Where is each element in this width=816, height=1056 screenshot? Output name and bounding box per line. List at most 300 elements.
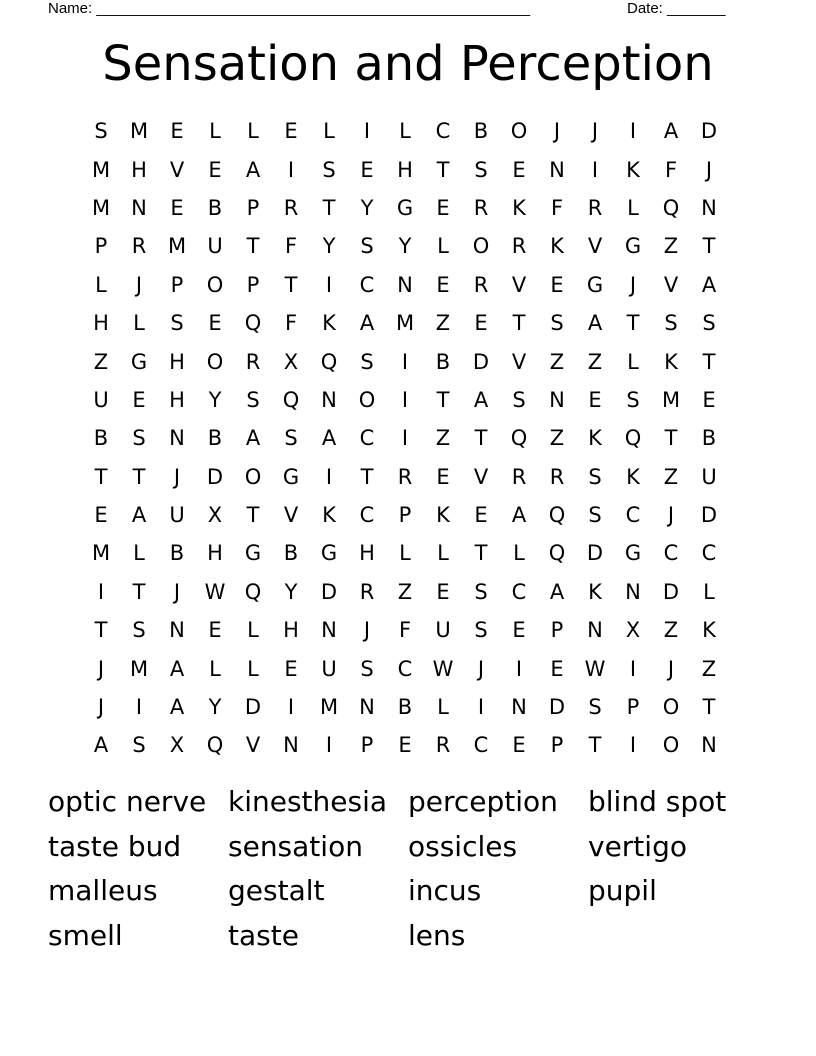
grid-letter: Q — [548, 503, 566, 528]
grid-letter: W — [584, 656, 606, 681]
grid-letter: D — [586, 541, 604, 566]
grid-letter: Q — [548, 541, 566, 566]
grid-letter: P — [626, 695, 640, 720]
grid-letter: H — [169, 349, 185, 374]
grid-letter: L — [323, 119, 335, 144]
grid-letter: Q — [244, 579, 262, 604]
word-list-item: optic nerve — [48, 785, 207, 818]
word-list-item: smell — [48, 918, 123, 952]
grid-letter: O — [206, 272, 224, 297]
grid-letter: S — [550, 311, 564, 336]
grid-letter: J — [667, 656, 675, 681]
grid-letter: N — [549, 157, 565, 182]
grid-letter: F — [550, 195, 564, 220]
grid-letter: S — [360, 349, 374, 374]
grid-letter: F — [284, 311, 298, 336]
grid-letter: P — [550, 618, 564, 643]
grid-letter: Q — [510, 426, 528, 451]
grid-letter: C — [359, 426, 375, 451]
grid-letter: R — [131, 234, 147, 259]
grid-letter: E — [512, 618, 526, 643]
grid-letter: B — [169, 541, 185, 566]
grid-letter: O — [206, 349, 224, 374]
grid-letter: L — [133, 541, 145, 566]
grid-letter: S — [132, 426, 146, 451]
grid-letter: T — [512, 311, 526, 336]
grid-letter: A — [549, 579, 565, 604]
grid-letter: B — [207, 426, 223, 451]
grid-letter: D — [548, 695, 566, 720]
grid-letter: J — [477, 656, 485, 681]
grid-letter: B — [207, 195, 223, 220]
grid-letter: S — [702, 311, 716, 336]
grid-letter: P — [360, 733, 374, 758]
word-list-item: taste — [228, 918, 299, 952]
grid-letter: Z — [663, 618, 679, 643]
word-list-item: kinesthesia — [228, 785, 388, 818]
grid-letter: S — [588, 464, 602, 489]
word-list-item: sensation — [228, 829, 363, 863]
grid-letter: V — [473, 464, 489, 489]
grid-letter: U — [93, 387, 109, 412]
grid-letter: B — [283, 541, 299, 566]
grid-letter: D — [700, 503, 718, 528]
grid-letter: S — [360, 656, 374, 681]
grid-letter: K — [626, 464, 640, 489]
grid-letter: E — [550, 272, 564, 297]
grid-letter: M — [91, 157, 111, 182]
grid-letter: A — [131, 503, 147, 528]
grid-letter: A — [359, 311, 375, 336]
grid-letter: E — [550, 656, 564, 681]
grid-letter: L — [513, 541, 525, 566]
page-title: Sensation and Perception — [102, 36, 714, 92]
grid-letter: N — [701, 733, 717, 758]
grid-letter: F — [398, 618, 412, 643]
grid-letter: I — [401, 426, 409, 451]
grid-letter: J — [629, 272, 637, 297]
grid-letter: P — [246, 272, 260, 297]
grid-letter: I — [97, 579, 105, 604]
grid-letter: S — [132, 733, 146, 758]
grid-letter: N — [701, 195, 717, 220]
grid-letter: T — [246, 234, 260, 259]
word-list-item: ossicles — [408, 829, 518, 863]
grid-letter: L — [95, 272, 107, 297]
grid-letter: I — [629, 119, 637, 144]
grid-letter: M — [167, 234, 187, 259]
grid-letter: H — [169, 387, 185, 412]
grid-letter: B — [701, 426, 717, 451]
grid-letter: G — [396, 195, 414, 220]
grid-letter: E — [398, 733, 412, 758]
grid-letter: E — [588, 387, 602, 412]
grid-letter: R — [511, 464, 527, 489]
grid-letter: T — [626, 311, 640, 336]
grid-letter: R — [397, 464, 413, 489]
grid-letter: U — [701, 464, 717, 489]
grid-letter: J — [97, 695, 105, 720]
grid-letter: J — [173, 464, 181, 489]
grid-letter: R — [587, 195, 603, 220]
grid-letter: Z — [397, 579, 413, 604]
grid-letter: L — [247, 119, 259, 144]
grid-letter: T — [702, 695, 716, 720]
grid-letter: R — [245, 349, 261, 374]
grid-letter: N — [169, 426, 185, 451]
grid-letter: A — [245, 426, 261, 451]
grid-letter: Q — [662, 195, 680, 220]
grid-letter: I — [515, 656, 523, 681]
grid-letter: B — [473, 119, 489, 144]
grid-letter: M — [129, 119, 149, 144]
grid-letter: J — [591, 119, 599, 144]
grid-letter: H — [397, 157, 413, 182]
grid-letter: S — [512, 387, 526, 412]
grid-letter: K — [436, 503, 450, 528]
grid-letter: P — [94, 234, 108, 259]
grid-letter: N — [625, 579, 641, 604]
grid-letter: Y — [398, 234, 412, 259]
grid-letter: H — [131, 157, 147, 182]
grid-letter: F — [284, 234, 298, 259]
grid-letter: T — [588, 733, 602, 758]
grid-letter: Z — [701, 656, 717, 681]
grid-letter: E — [208, 311, 222, 336]
grid-letter: J — [173, 579, 181, 604]
grid-letter: N — [283, 733, 299, 758]
grid-letter: K — [550, 234, 564, 259]
grid-letter: T — [360, 464, 374, 489]
word-list-item: malleus — [48, 874, 158, 908]
word-list-item: blind spot — [588, 785, 727, 818]
grid-letter: E — [436, 579, 450, 604]
grid-letter: I — [401, 387, 409, 412]
grid-letter: A — [511, 503, 527, 528]
grid-letter: U — [435, 618, 451, 643]
grid-letter: L — [399, 541, 411, 566]
grid-letter: L — [703, 579, 715, 604]
grid-letter: G — [320, 541, 338, 566]
grid-letter: Z — [549, 426, 565, 451]
grid-letter: S — [170, 311, 184, 336]
grid-letter: W — [432, 656, 454, 681]
letter-grid — [82, 112, 728, 765]
grid-letter: I — [591, 157, 599, 182]
grid-letter: L — [209, 119, 221, 144]
grid-letter: T — [94, 464, 108, 489]
grid-letter: G — [130, 349, 148, 374]
grid-letter: B — [397, 695, 413, 720]
grid-letter: L — [399, 119, 411, 144]
grid-letter: E — [436, 272, 450, 297]
grid-letter: E — [474, 503, 488, 528]
grid-letter: C — [625, 503, 641, 528]
grid-letter: B — [93, 426, 109, 451]
grid-letter: X — [207, 503, 223, 528]
grid-letter: F — [664, 157, 678, 182]
grid-letter: R — [511, 234, 527, 259]
worksheet-header — [0, 0, 816, 20]
grid-letter: P — [170, 272, 184, 297]
grid-letter: Z — [435, 426, 451, 451]
grid-letter: H — [93, 311, 109, 336]
grid-letter: N — [321, 387, 337, 412]
grid-letter: L — [437, 695, 449, 720]
grid-letter: Y — [208, 387, 222, 412]
grid-letter: J — [553, 119, 561, 144]
grid-letter: M — [319, 695, 339, 720]
date-line: Date: _______ — [627, 0, 726, 17]
grid-letter: J — [363, 618, 371, 643]
grid-letter: J — [667, 503, 675, 528]
grid-letter: L — [247, 656, 259, 681]
grid-letter: T — [436, 387, 450, 412]
grid-letter: L — [437, 234, 449, 259]
grid-letter: I — [135, 695, 143, 720]
grid-letter: I — [287, 695, 295, 720]
grid-letter: V — [663, 272, 679, 297]
grid-letter: I — [629, 656, 637, 681]
grid-letter: D — [320, 579, 338, 604]
grid-letter: N — [511, 695, 527, 720]
grid-letter: K — [322, 311, 336, 336]
grid-letter: I — [325, 272, 333, 297]
grid-letter: Y — [322, 234, 336, 259]
grid-letter: Y — [360, 195, 374, 220]
grid-letter: Y — [284, 579, 298, 604]
grid-letter: C — [511, 579, 527, 604]
grid-letter: D — [244, 695, 262, 720]
grid-letter: K — [626, 157, 640, 182]
grid-letter: A — [169, 695, 185, 720]
grid-letter: V — [245, 733, 261, 758]
grid-letter: C — [397, 656, 413, 681]
grid-letter: D — [472, 349, 490, 374]
grid-letter: S — [474, 618, 488, 643]
grid-letter: Z — [435, 311, 451, 336]
grid-letter: C — [701, 541, 717, 566]
grid-letter: D — [662, 579, 680, 604]
grid-letter: E — [360, 157, 374, 182]
grid-letter: I — [325, 464, 333, 489]
grid-letter: Z — [93, 349, 109, 374]
grid-letter: W — [204, 579, 226, 604]
grid-letter: V — [511, 272, 527, 297]
grid-letter: R — [435, 733, 451, 758]
grid-letter: X — [169, 733, 185, 758]
grid-letter: C — [663, 541, 679, 566]
grid-letter: T — [132, 579, 146, 604]
grid-letter: M — [661, 387, 681, 412]
grid-letter: T — [436, 157, 450, 182]
grid-letter: S — [588, 503, 602, 528]
grid-letter: T — [702, 349, 716, 374]
grid-letter: P — [246, 195, 260, 220]
grid-letter: X — [283, 349, 299, 374]
grid-letter: O — [510, 119, 528, 144]
word-list-item: pupil — [588, 874, 657, 908]
grid-letter: N — [397, 272, 413, 297]
grid-letter: R — [473, 272, 489, 297]
word-bank — [48, 780, 768, 958]
grid-letter: C — [359, 272, 375, 297]
grid-letter: G — [624, 234, 642, 259]
grid-letter: S — [246, 387, 260, 412]
grid-letter: C — [473, 733, 489, 758]
grid-letter: L — [247, 618, 259, 643]
grid-letter: K — [588, 426, 602, 451]
grid-letter: Z — [663, 464, 679, 489]
grid-letter: Q — [624, 426, 642, 451]
grid-letter: E — [170, 119, 184, 144]
grid-letter: Z — [549, 349, 565, 374]
grid-letter: B — [435, 349, 451, 374]
grid-letter: T — [246, 503, 260, 528]
grid-letter: K — [588, 579, 602, 604]
grid-letter: S — [322, 157, 336, 182]
grid-letter: Y — [208, 695, 222, 720]
grid-letter: J — [705, 157, 713, 182]
grid-letter: A — [169, 656, 185, 681]
name-line: Name: ____________________________________________________ — [48, 0, 531, 17]
grid-letter: T — [474, 426, 488, 451]
grid-letter: E — [436, 195, 450, 220]
grid-letter: I — [477, 695, 485, 720]
grid-letter: J — [97, 656, 105, 681]
grid-letter: N — [549, 387, 565, 412]
grid-letter: O — [472, 234, 490, 259]
grid-letter: E — [208, 618, 222, 643]
grid-letter: A — [245, 157, 261, 182]
grid-letter: E — [208, 157, 222, 182]
grid-letter: G — [282, 464, 300, 489]
grid-letter: K — [664, 349, 678, 374]
grid-letter: J — [135, 272, 143, 297]
grid-letter: I — [363, 119, 371, 144]
grid-letter: V — [169, 157, 185, 182]
grid-letter: Q — [206, 733, 224, 758]
grid-letter: N — [587, 618, 603, 643]
grid-letter: R — [283, 195, 299, 220]
grid-letter: M — [91, 195, 111, 220]
grid-letter: I — [287, 157, 295, 182]
grid-letter: A — [587, 311, 603, 336]
grid-letter: A — [701, 272, 717, 297]
grid-letter: N — [321, 618, 337, 643]
word-list-item: lens — [408, 918, 466, 952]
grid-letter: T — [284, 272, 298, 297]
grid-letter: K — [322, 503, 336, 528]
grid-letter: E — [132, 387, 146, 412]
grid-letter: Q — [282, 387, 300, 412]
word-list-item: perception — [408, 785, 558, 818]
grid-letter: O — [244, 464, 262, 489]
grid-letter: L — [209, 656, 221, 681]
grid-letter: L — [437, 541, 449, 566]
word-list-item: incus — [408, 874, 482, 908]
word-list-item: vertigo — [588, 829, 687, 863]
grid-letter: S — [132, 618, 146, 643]
grid-letter: O — [662, 733, 680, 758]
grid-letter: V — [283, 503, 299, 528]
grid-letter: T — [322, 195, 336, 220]
grid-letter: V — [511, 349, 527, 374]
grid-letter: E — [512, 733, 526, 758]
grid-letter: S — [664, 311, 678, 336]
grid-letter: L — [627, 195, 639, 220]
grid-letter: S — [626, 387, 640, 412]
grid-letter: S — [474, 157, 488, 182]
grid-letter: Q — [320, 349, 338, 374]
grid-letter: S — [284, 426, 298, 451]
grid-letter: X — [625, 618, 641, 643]
grid-letter: R — [473, 195, 489, 220]
grid-letter: Q — [244, 311, 262, 336]
grid-letter: N — [169, 618, 185, 643]
grid-letter: L — [133, 311, 145, 336]
grid-letter: I — [401, 349, 409, 374]
grid-letter: G — [244, 541, 262, 566]
grid-letter: T — [702, 234, 716, 259]
grid-letter: V — [587, 234, 603, 259]
grid-letter: D — [700, 119, 718, 144]
grid-letter: G — [586, 272, 604, 297]
grid-letter: M — [91, 541, 111, 566]
grid-letter: H — [283, 618, 299, 643]
grid-letter: E — [170, 195, 184, 220]
grid-letter: N — [131, 195, 147, 220]
grid-letter: O — [358, 387, 376, 412]
grid-letter: A — [321, 426, 337, 451]
grid-letter: N — [359, 695, 375, 720]
grid-letter: S — [360, 234, 374, 259]
grid-letter: G — [624, 541, 642, 566]
grid-letter: L — [627, 349, 639, 374]
grid-letter: T — [94, 618, 108, 643]
grid-letter: T — [132, 464, 146, 489]
grid-letter: E — [94, 503, 108, 528]
grid-letter: E — [702, 387, 716, 412]
grid-letter: C — [435, 119, 451, 144]
word-list-item: taste bud — [48, 829, 182, 863]
grid-letter: Z — [587, 349, 603, 374]
grid-letter: R — [359, 579, 375, 604]
grid-letter: U — [321, 656, 337, 681]
grid-letter: T — [474, 541, 488, 566]
grid-letter: S — [588, 695, 602, 720]
grid-letter: I — [629, 733, 637, 758]
grid-letter: E — [512, 157, 526, 182]
grid-letter: R — [549, 464, 565, 489]
grid-letter: M — [129, 656, 149, 681]
grid-letter: E — [436, 464, 450, 489]
grid-letter: P — [550, 733, 564, 758]
grid-letter: A — [663, 119, 679, 144]
grid-letter: A — [473, 387, 489, 412]
grid-letter: I — [325, 733, 333, 758]
grid-letter: S — [94, 119, 108, 144]
grid-letter: D — [206, 464, 224, 489]
grid-letter: C — [359, 503, 375, 528]
word-list-item: gestalt — [228, 874, 325, 908]
grid-letter: K — [702, 618, 716, 643]
grid-letter: E — [284, 656, 298, 681]
grid-letter: A — [93, 733, 109, 758]
grid-letter: E — [284, 119, 298, 144]
grid-letter: K — [512, 195, 526, 220]
grid-letter: H — [359, 541, 375, 566]
